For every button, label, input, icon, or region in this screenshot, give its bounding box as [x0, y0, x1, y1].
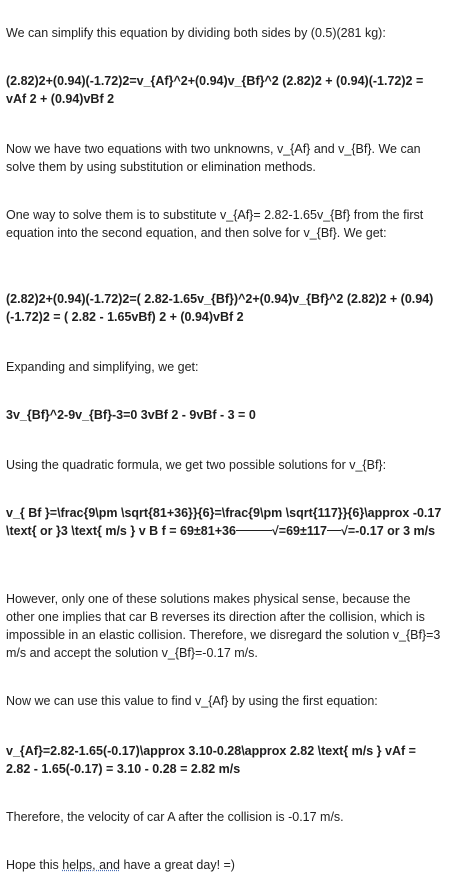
expanding-text: Expanding and simplifying, we get: — [6, 360, 199, 374]
conclusion-text: Therefore, the velocity of car A after the collision is -0.17 m/s. — [6, 810, 344, 824]
closing-link[interactable]: helps, and — [62, 858, 120, 872]
intro-text: We can simplify this equation by dividing both sides by (0.5)(281 kg): — [6, 26, 386, 40]
energy-equation: (2.82)2+(0.94)(-1.72)2=v_{Af}^2+(0.94)v_{Bf}^2 (2.82)2 + (0.94)(-1.72)2 = vAf 2 + (0.94)vBf 2 — [6, 74, 424, 106]
two-unknowns-text: Now we have two equations with two unknowns, v_{Af} and v_{Bf}. We can solve them by using substitution or elimination methods. — [6, 142, 421, 174]
substitution-text: One way to solve them is to substitute v_{Af}= 2.82-1.65v_{Bf} from the first equation into the second equation, and then solve for v_{Bf}. We get: — [6, 208, 424, 240]
closing-before: Hope this — [6, 858, 63, 872]
fraction-bar — [327, 530, 341, 531]
quadratic-solution — [6, 504, 442, 540]
physical-sense-text: However, only one of these solutions makes physical sense, because the other one implies that car B reverses its direction after the collision, which is impossible in an elastic collision. Therefore, we disregard the solution v_{Bf}=3 m/s and accept the solution v_{Bf}=-0.17 m/s. — [6, 592, 441, 660]
vaf-calculation: v_{Af}=2.82-1.65(-0.17)\approx 3.10-0.28\approx 2.82 \text{ m/s } vAf = 2.82 - 1.65(-0.17) = 3.10 - 0.28 = 2.82 m/s — [6, 744, 416, 776]
closing-text — [6, 856, 442, 874]
fraction-bar — [236, 530, 272, 531]
closing-after: have a great day! =) — [119, 858, 235, 872]
quadratic-equation: 3v_{Bf}^2-9v_{Bf}-3=0 3vBf 2 - 9vBf - 3 = 0 — [6, 408, 256, 422]
find-vaf-text: Now we can use this value to find v_{Af} by using the first equation: — [6, 694, 378, 708]
quadratic-formula-text: Using the quadratic formula, we get two possible solutions for v_{Bf}: — [6, 458, 387, 472]
substituted-equation: (2.82)2+(0.94)(-1.72)2=( 2.82-1.65v_{Bf})^2+(0.94)v_{Bf}^2 (2.82)2 + (0.94)(-1.72)2 = ( 2.82 - 1.65vBf) 2 + (0.94)vBf 2 — [6, 292, 434, 324]
quadratic-solution-part2: √=69±117 — [271, 524, 327, 538]
quadratic-solution-part1: v_{ Bf }=\frac{9\pm \sqrt{81+36}}{6}=\frac{9\pm \sqrt{117}}{6}\approx -0.17 \text{ or }3 \text{ m/s } v B f = 69±81+36 — [6, 506, 442, 538]
quadratic-solution-part3: √=-0.17 or 3 m/s — [341, 524, 436, 538]
